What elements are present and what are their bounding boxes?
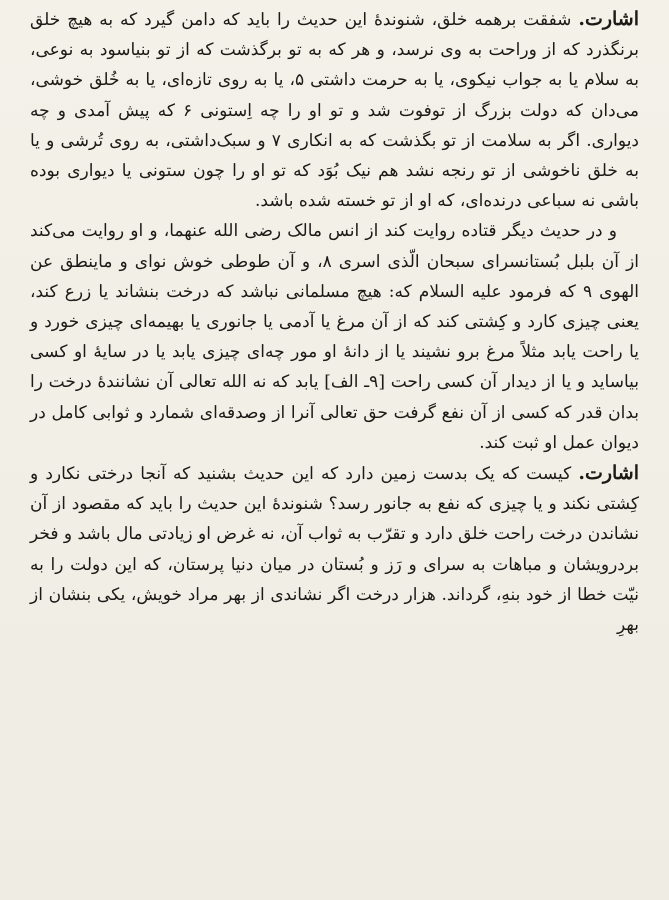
paragraph-lead: اشارت. (578, 462, 639, 485)
paragraph-lead: اشارت. (578, 8, 639, 30)
paragraph-text: شفقت برهمه خلق، شنوندهٔ این حدیث را باید که دامن گیرد که به هیچ خلق برنگذرد که از وراحت به وی نرسد، و هر که به تو برگذشت که از تو بنیاسود به نوعی، به سلام یا به جواب نیکوی، یا به حرمت داشتی ۵، یا به روی تازه‌ای، یا به خُلق خوشی، می‌دان که دولت بزرگ از توفوت شد و تو او را چه اِستونی ۶ که پیش آمدی و چه دیواری. اگر به سلامت از تو بگذشت که به انکاری ۷ و سبک‌داشتی، به روی تُرشی و یا به خلق ناخوشی از تو رنجه نشد هم نیک بُوَد که تو او را چون ستونی یا دیواری بوده باشی نه سباعی درنده‌ای، که او از تو خسته شده باشد. (30, 10, 639, 212)
paragraph-text: کیست که یک بدست زمین دارد که این حدیث بشنید که آنجا درختی نکارد و کِشتی نکند و یا چیزی که نفع به جانور رسد؟ شنوندهٔ این حدیث را باید که مقصود از آن نشاندن درخت راحت خلق دارد و تقرّب به ثواب آن، نه غرض او زیادتی مال باشد و فخر بردرویشان و مباهات به سرای و رَز و بُستان در میان دنیا پرستان، که این دولت را به نیّت خطا از خود بنهِ، گرداند. هزار درخت اگر نشاندی از بهر مراد خویش، یکی بنشان از بهرِ (30, 464, 639, 636)
paragraph-3 (30, 458, 639, 640)
paragraph-1 (30, 4, 639, 216)
paragraph-text: و در حدیث دیگر قتاده روایت کند از انس مالک رضی الله عنهما، و او روایت می‌کند از آن بلبل بُستانسرای سبحان الّذی اسری ۸، و آن طوطی خوش نوای و ماینطق عن الهوی ۹ که فرمود علیه السلام که: هیچ مسلمانی نباشد که درخت بنشاند یا زرع کند، یعنی چیزی کارد و کِشتی کند که از آن مرغ یا آدمی یا جانوری یا بهیمه‌ای چیزی خورد و یا راحت یابد مثلاً مرغ برو نشیند یا از دانهٔ او مور چه‌ای چیزی یابد یا در سایهٔ او کسی بیاساید و یا از دیدار آن کسی راحت [۹ـ الف] یابد که نه الله تعالی آن نشانندهٔ درخت را بدان قدر که کسی از آن نفع گرفت حق تعالی آنرا از وصدقه‌ای شمارد و ثوابی کامل در دیوان عمل او ثبت کند. (30, 221, 640, 453)
paragraph-2 (30, 216, 639, 458)
